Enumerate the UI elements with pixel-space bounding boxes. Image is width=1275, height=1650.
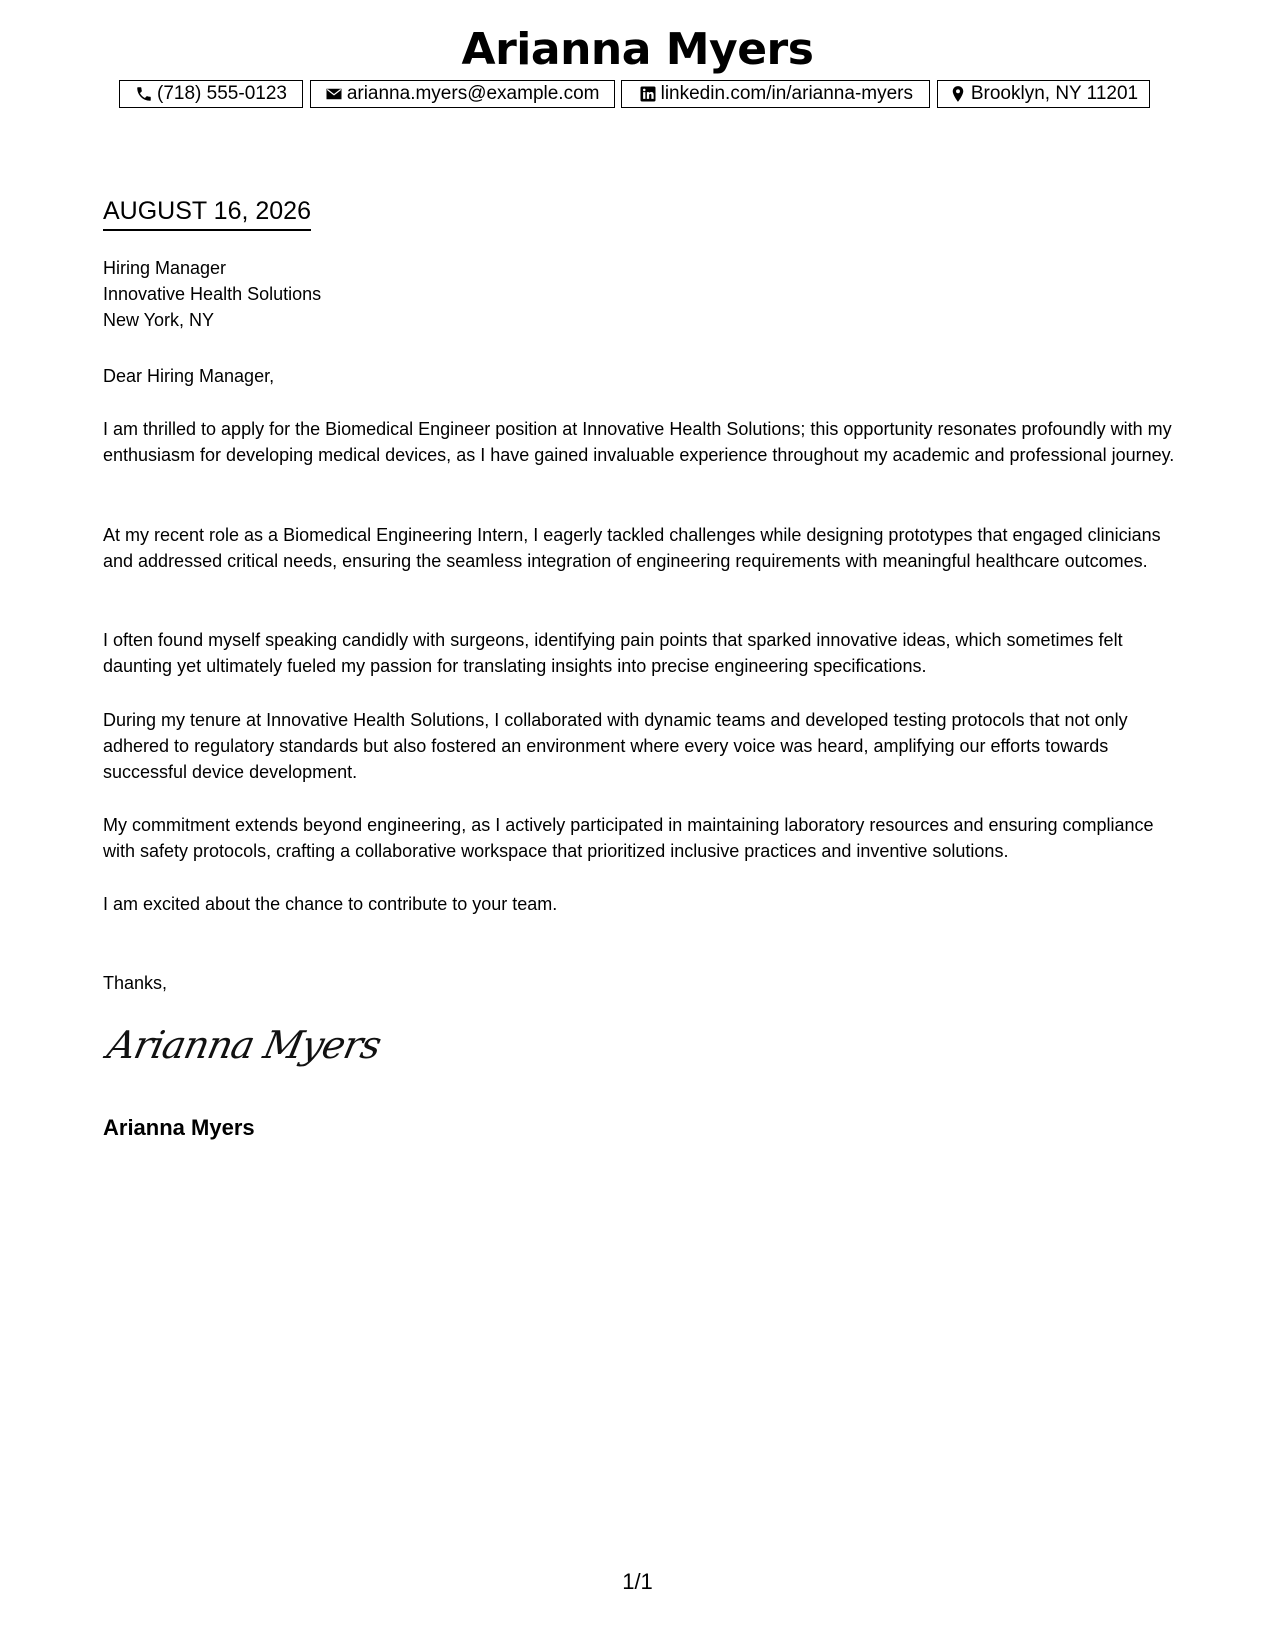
contact-info-bar bbox=[119, 80, 1150, 108]
contact-phone[interactable] bbox=[119, 80, 303, 108]
linkedin-text: linkedin.com/in/arianna-myers bbox=[660, 83, 913, 104]
linkedin-icon bbox=[639, 85, 657, 103]
closing-line: Thanks, bbox=[103, 973, 168, 993]
recipient-company: Innovative Health Solutions bbox=[103, 284, 322, 304]
email-text: arianna.myers@example.com bbox=[346, 83, 600, 104]
contact-location bbox=[937, 80, 1150, 108]
recipient-location: New York, NY bbox=[103, 310, 215, 330]
letter-date: AUGUST 16, 2026 bbox=[103, 196, 311, 231]
salutation: Dear Hiring Manager, bbox=[103, 366, 275, 386]
recipient-block bbox=[103, 255, 321, 333]
handwritten-signature: Arianna Myers bbox=[103, 1023, 385, 1067]
contact-email[interactable] bbox=[310, 80, 615, 108]
phone-icon bbox=[135, 85, 153, 103]
body-paragraph: I often found myself speaking candidly with surgeons, identifying pain points that sparked innovative ideas, which sometimes felt daunting yet ultimately fueled my passion for translating insights into precise engineering specifications. bbox=[103, 630, 1123, 676]
recipient-title: Hiring Manager bbox=[103, 258, 227, 278]
applicant-name-heading: Arianna Myers bbox=[461, 24, 814, 75]
body-paragraph: I am excited about the chance to contribute to your team. bbox=[103, 894, 558, 914]
location-text: Brooklyn, NY 11201 bbox=[970, 83, 1139, 104]
envelope-icon bbox=[325, 85, 343, 103]
body-paragraph: At my recent role as a Biomedical Engineering Intern, I eagerly tackled challenges while designing prototypes that engaged clinicians and addressed critical needs, ensuring the seamless integration of engineering requirements with meaningful healthcare outcomes. bbox=[103, 525, 1161, 571]
contact-linkedin[interactable] bbox=[621, 80, 930, 108]
body-paragraph: During my tenure at Innovative Health Solutions, I collaborated with dynamic teams and developed testing protocols that not only adhered to regulatory standards but also fostered an environment where every voice was heard, amplifying our efforts towards successful device development. bbox=[103, 710, 1128, 782]
signer-name: Arianna Myers bbox=[103, 1115, 255, 1140]
body-paragraph: I am thrilled to apply for the Biomedical Engineer position at Innovative Health Solutions; this opportunity resonates profoundly with my enthusiasm for developing medical devices, as I have gained invaluable experience throughout my academic and professional journey. bbox=[103, 419, 1175, 465]
body-paragraph: My commitment extends beyond engineering, as I actively participated in maintaining laboratory resources and ensuring compliance with safety protocols, crafting a collaborative workspace that prioritized inclusive practices and inventive solutions. bbox=[103, 815, 1154, 861]
map-pin-icon bbox=[949, 85, 967, 103]
phone-text: (718) 555-0123 bbox=[157, 83, 287, 104]
page-number: 1/1 bbox=[622, 1569, 653, 1594]
